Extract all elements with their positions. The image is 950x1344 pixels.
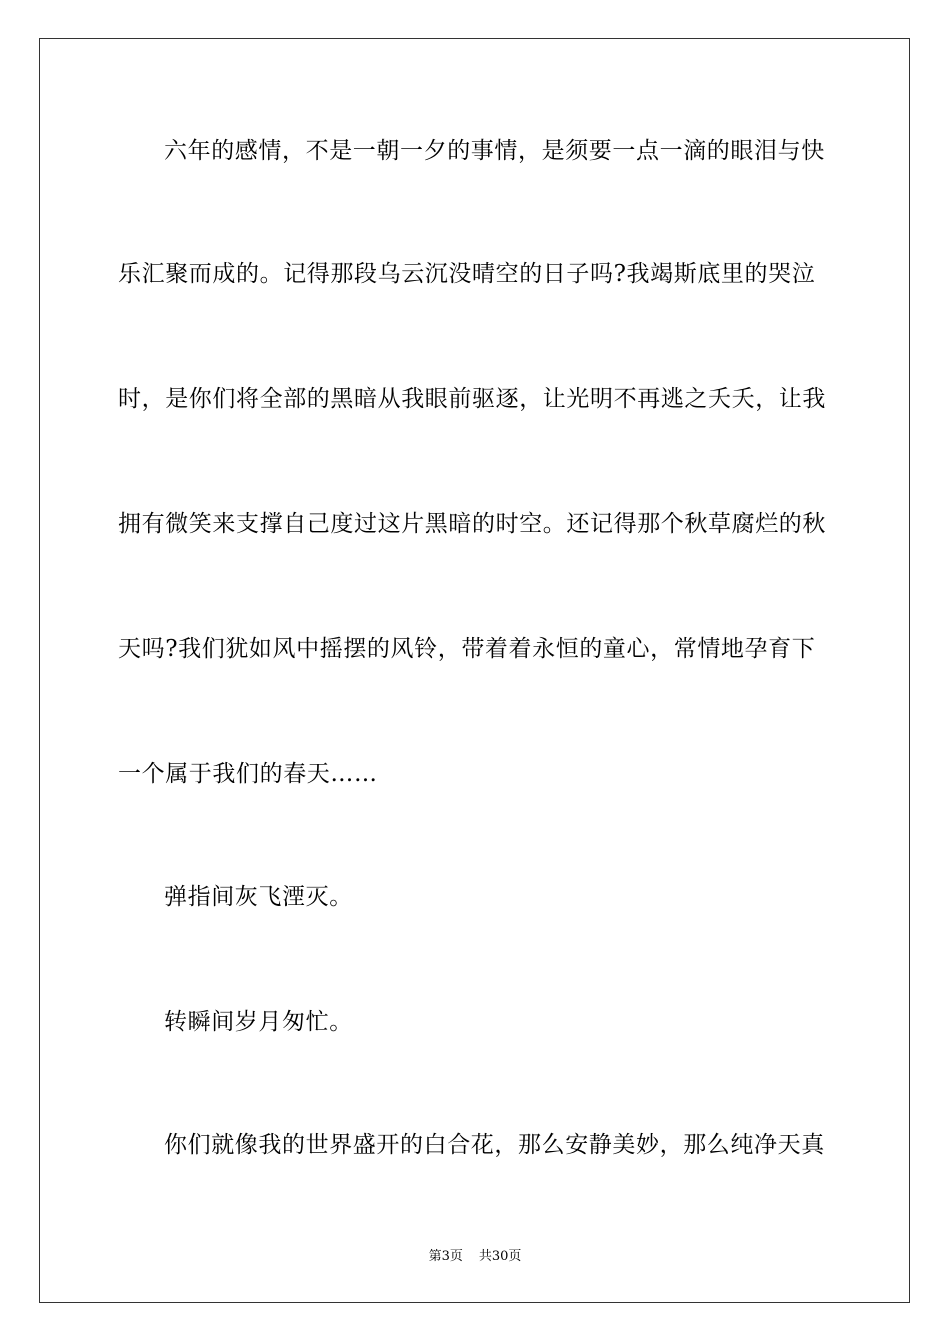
- text-line: 天吗?我们犹如风中摇摆的风铃，带着着永恒的童心，常情地孕育下: [118, 636, 816, 662]
- text-line: 你们就像我的世界盛开的白合花，那么安静美妙，那么纯净天真: [164, 1132, 825, 1158]
- text-line: 一个属于我们的春天……: [118, 761, 378, 787]
- page-number: 第3页: [428, 1249, 463, 1264]
- text-line: 弹指间灰飞湮灭。: [164, 884, 353, 910]
- text-line: 时，是你们将全部的黑暗从我眼前驱逐，让光明不再逃之夭夭，让我: [118, 386, 826, 412]
- page-border: [39, 38, 910, 1303]
- page-total: 共30页: [478, 1249, 522, 1264]
- page-footer: [0, 1249, 950, 1265]
- text-line: 乐汇聚而成的。记得那段乌云沉没晴空的日子吗?我竭斯底里的哭泣: [118, 261, 816, 287]
- text-line: 转瞬间岁月匆忙。: [164, 1009, 353, 1035]
- text-line: 六年的感情，不是一朝一夕的事情，是须要一点一滴的眼泪与快: [164, 138, 825, 164]
- text-line: 拥有微笑来支撑自己度过这片黑暗的时空。还记得那个秋草腐烂的秋: [118, 511, 826, 537]
